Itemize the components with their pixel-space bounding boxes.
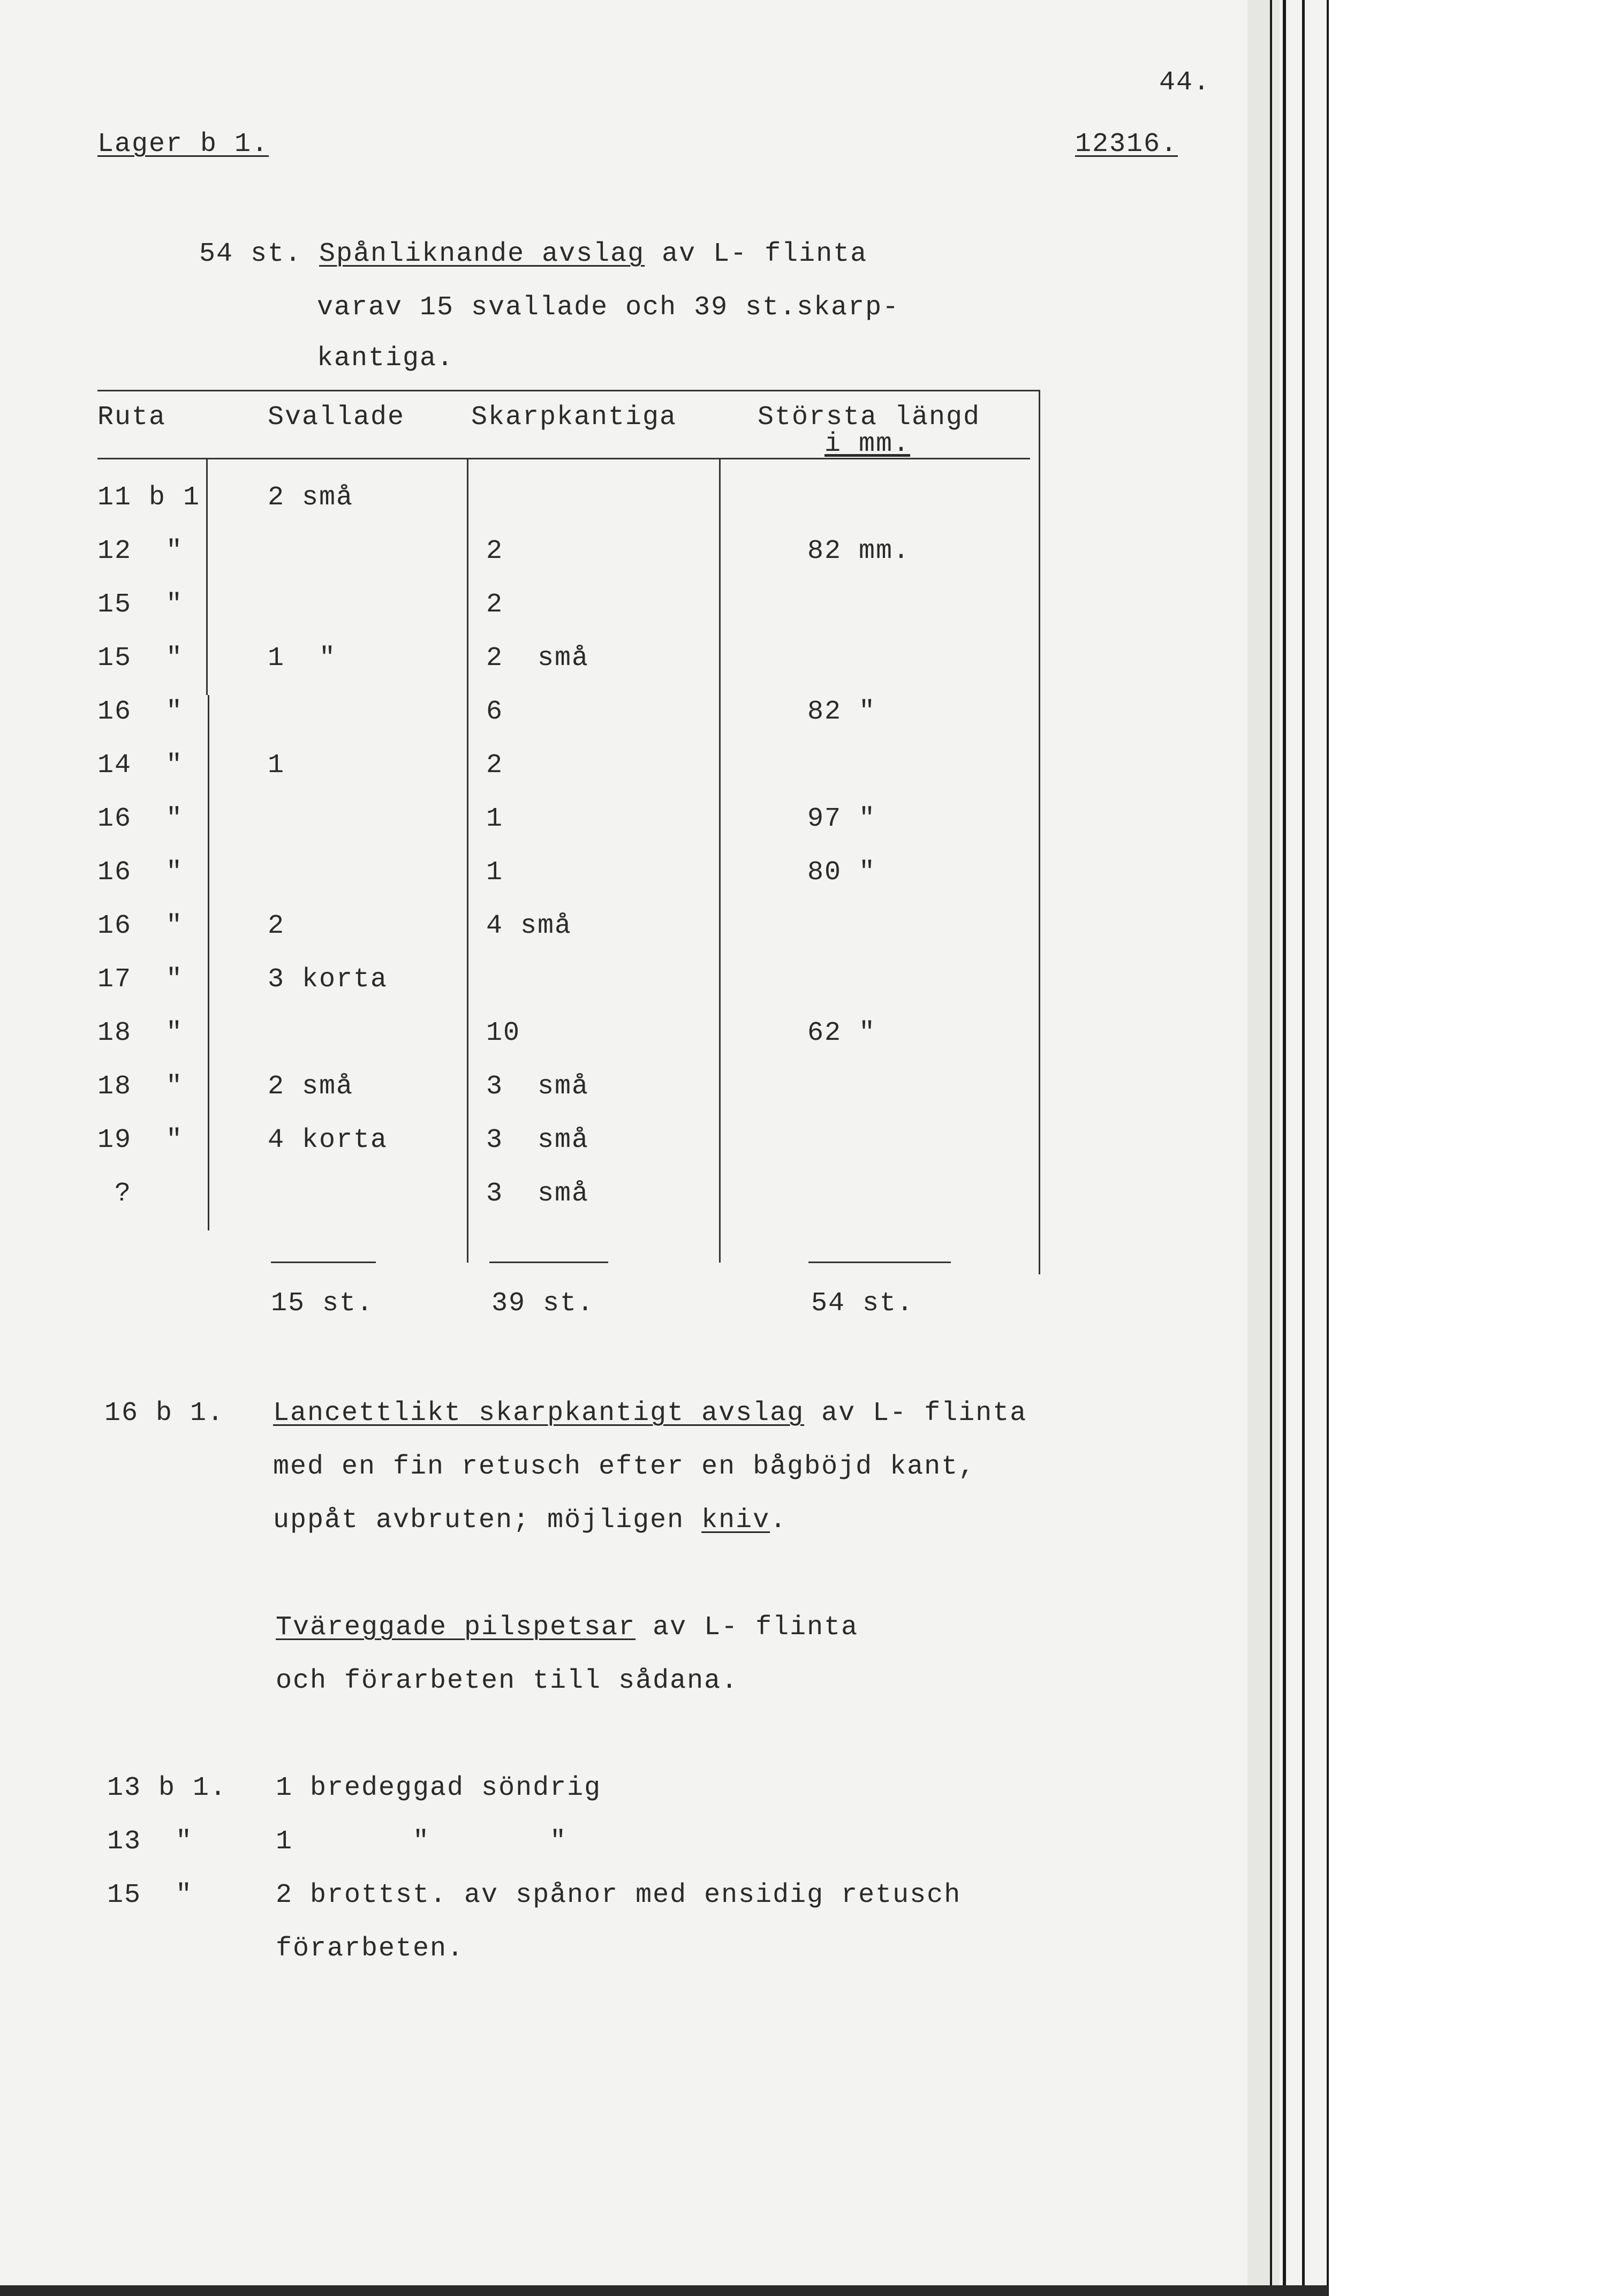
catalog-number: 12316. xyxy=(1075,129,1178,160)
entry-title-rest: av L- flinta xyxy=(636,1612,859,1643)
cell-langd: 97 " xyxy=(807,804,876,834)
entry-title: Tväreggade pilspetsar xyxy=(276,1612,636,1643)
entry-title-rest: av L- flinta xyxy=(645,239,868,269)
list-text: 2 brottst. av spånor med ensidig retusch xyxy=(276,1880,962,1910)
cell-skarp: 1 xyxy=(486,857,504,888)
cell-skarp: 2 xyxy=(486,590,504,620)
entry-line: varav 15 svallade och 39 st.skarp- xyxy=(317,292,900,323)
list-ruta: 13 " xyxy=(107,1826,193,1857)
cell-svallade: 4 korta xyxy=(268,1125,388,1155)
cell-ruta: 16 " xyxy=(97,804,184,834)
page-edge xyxy=(1329,0,1619,2296)
entry-line: med en fin retusch efter en bågböjd kant, xyxy=(273,1452,976,1482)
cell-skarp: 3 små xyxy=(486,1179,589,1209)
column-divider xyxy=(206,459,208,695)
list-ruta: 15 " xyxy=(107,1880,193,1910)
column-divider xyxy=(208,695,209,1230)
cell-ruta: ? xyxy=(97,1179,132,1209)
binding-line xyxy=(1270,0,1272,2296)
entry-count: 54 st. xyxy=(199,239,302,269)
header-storsta: Största längd xyxy=(758,402,981,433)
total-rule xyxy=(489,1262,608,1263)
cell-skarp: 10 xyxy=(486,1018,521,1048)
cell-skarp: 1 xyxy=(486,804,504,834)
cell-svallade: 2 xyxy=(268,911,285,941)
cell-svallade: 1 " xyxy=(268,643,337,674)
binding-line xyxy=(1302,0,1305,2296)
cell-langd: 82 mm. xyxy=(807,536,911,567)
entry-line xyxy=(273,1505,787,1537)
cell-svallade: 2 små xyxy=(268,1071,354,1102)
cell-ruta: 11 b 1 xyxy=(97,482,201,513)
cell-svallade: 1 xyxy=(268,750,285,781)
list-text: 1 bredeggad söndrig xyxy=(276,1773,602,1803)
header-ruta: Ruta xyxy=(97,402,167,433)
cell-ruta: 15 " xyxy=(97,590,184,620)
cell-skarp: 3 små xyxy=(486,1125,589,1155)
entry-text: . xyxy=(770,1505,788,1536)
cell-ruta: 12 " xyxy=(97,536,184,567)
page-number: 44. xyxy=(1159,67,1211,98)
layer-label: Lager b 1. xyxy=(97,129,269,160)
cell-ruta: 18 " xyxy=(97,1071,184,1102)
total-langd: 54 st. xyxy=(811,1288,914,1319)
entry-heading xyxy=(199,238,867,270)
cell-ruta: 15 " xyxy=(97,643,184,674)
cell-skarp: 4 små xyxy=(486,911,572,941)
cell-skarp: 2 xyxy=(486,750,504,781)
entry-text: uppåt avbruten; möjligen xyxy=(273,1505,702,1536)
entry-line: och förarbeten till sådana. xyxy=(276,1666,739,1696)
entry-title: Lancettlikt skarpkantigt avslag xyxy=(273,1398,805,1429)
column-divider xyxy=(1039,390,1040,1274)
column-divider xyxy=(467,459,468,1263)
entry-title-rest: av L- flinta xyxy=(804,1398,1027,1429)
cell-ruta: 19 " xyxy=(97,1125,184,1155)
cell-ruta: 16 " xyxy=(97,911,184,941)
cell-skarp: 2 små xyxy=(486,643,589,674)
header-storsta-unit: i mm. xyxy=(824,429,911,459)
cell-ruta: 18 " xyxy=(97,1018,184,1048)
cell-skarp: 2 xyxy=(486,536,504,567)
cell-svallade: 2 små xyxy=(268,482,354,513)
entry-line: kantiga. xyxy=(317,343,455,374)
bottom-edge xyxy=(0,2285,1328,2296)
page-edge-shadow xyxy=(1247,0,1280,2296)
cell-ruta: 16 " xyxy=(97,697,184,727)
entry-heading xyxy=(273,1398,1027,1430)
entry-keyword: kniv xyxy=(701,1505,770,1536)
cell-langd: 62 " xyxy=(807,1018,876,1048)
entry-ruta: 16 b 1. xyxy=(104,1398,225,1429)
total-svallade: 15 st. xyxy=(271,1288,374,1319)
column-divider xyxy=(719,459,721,1263)
cell-langd: 82 " xyxy=(807,697,876,727)
total-rule xyxy=(271,1262,376,1263)
entry-title: Spånliknande avslag xyxy=(319,239,645,269)
header-svallade: Svallade xyxy=(268,402,405,433)
last-line: förarbeten. xyxy=(276,1934,465,1964)
cell-ruta: 16 " xyxy=(97,857,184,888)
cell-ruta: 17 " xyxy=(97,964,184,995)
header-skarpkantiga: Skarpkantiga xyxy=(471,402,677,433)
cell-svallade: 3 korta xyxy=(268,964,388,995)
list-ruta: 13 b 1. xyxy=(107,1773,228,1803)
total-rule xyxy=(808,1262,951,1263)
cell-skarp: 6 xyxy=(486,697,504,727)
cell-skarp: 3 små xyxy=(486,1071,589,1102)
cell-langd: 80 " xyxy=(807,857,876,888)
entry-heading xyxy=(276,1612,858,1644)
binding-line xyxy=(1283,0,1286,2296)
table-top-rule xyxy=(97,390,1040,391)
cell-ruta: 14 " xyxy=(97,750,184,781)
total-skarp: 39 st. xyxy=(491,1288,595,1319)
list-text: 1 " " xyxy=(276,1826,568,1857)
